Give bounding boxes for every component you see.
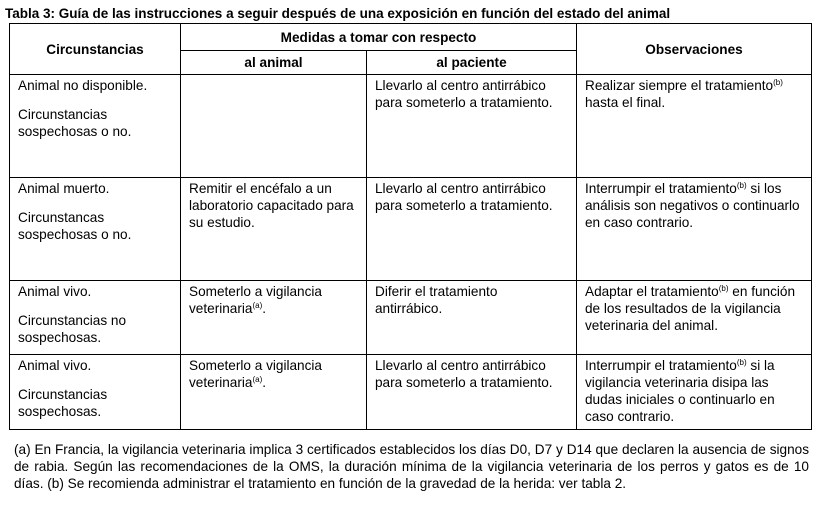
cell-observaciones: [577, 75, 812, 178]
obs-text-end: si los análisis son negativos o continuarlo en caso contrario.: [585, 181, 800, 230]
cell-al-paciente: Diferir el tratamiento antirrábico.: [367, 281, 577, 355]
obs-text-end: en función de los resultados de la vigilancia veterinaria del animal.: [585, 284, 796, 333]
cell-al-paciente: Llevarlo al centro antirrábico para someterlo a tratamiento.: [367, 178, 577, 281]
table-row: [10, 178, 812, 281]
cell-al-paciente: Llevarlo al centro antirrábico para someterlo a tratamiento.: [367, 75, 577, 178]
obs-text: Interrumpir el tratamiento: [585, 358, 737, 373]
header-medidas: Medidas a tomar con respecto: [181, 24, 577, 51]
obs-note: (b): [773, 78, 783, 87]
circ-suspicion: Circunstancias sospechosas o no.: [18, 107, 132, 139]
obs-note: (b): [736, 181, 747, 190]
obs-note: (b): [736, 358, 747, 367]
cell-observaciones: [577, 178, 812, 281]
obs-text: Adaptar el tratamiento: [585, 284, 719, 299]
animal-text-end: .: [262, 301, 267, 316]
cell-observaciones: [577, 281, 812, 355]
header-al-animal: al animal: [181, 51, 367, 75]
obs-text: Interrumpir el tratamiento: [585, 181, 737, 196]
header-al-paciente: al paciente: [367, 51, 577, 75]
circ-state: Animal vivo.: [18, 358, 92, 373]
table-row: [10, 355, 812, 430]
obs-text-end: hasta el final.: [585, 95, 666, 110]
animal-text: Someterlo a vigilancia veterinaria: [189, 358, 322, 390]
cell-al-paciente: Llevarlo al centro antirrábico para someterlo a tratamiento.: [367, 355, 577, 430]
cell-al-animal: [181, 178, 367, 281]
cell-al-animal: [181, 75, 367, 178]
circ-state: Animal vivo.: [18, 284, 92, 299]
obs-note: (b): [718, 284, 729, 293]
obs-text: Realizar siempre el tratamiento: [585, 78, 774, 93]
cell-circunstancias: [10, 178, 181, 281]
animal-note: (a): [252, 301, 263, 310]
circ-suspicion: Circunstancas sospechosas o no.: [18, 210, 132, 242]
animal-note: (a): [252, 375, 263, 384]
obs-text-end: si la vigilancia veterinaria disipa las dudas iniciales o continuarlo en caso contrario.: [585, 358, 775, 424]
cell-al-animal: [181, 281, 367, 355]
table-row: [10, 75, 812, 178]
table-caption: Tabla 3: Guía de las instrucciones a seguir después de una exposición en función del estado del animal: [5, 6, 671, 21]
table-footnote: (a) En Francia, la vigilancia veterinaria implica 3 certificados establecidos los días D0, D7 y D14 que declaren la ausencia de signos de rabia. Según las recomendaciones de la OMS, la duración mínima de la vigilancia veterinaria de los perros y gatos es de 10 días. (b) Se recomienda administrar el tratamiento en función de la gravedad de la herida: ver tabla 2.: [14, 442, 809, 491]
circ-suspicion: Circunstancias sospechosas.: [18, 387, 108, 419]
cell-observaciones: [577, 355, 812, 430]
circ-suspicion: Circunstancias no sospechosas.: [18, 313, 127, 345]
header-observaciones: Observaciones: [577, 24, 812, 75]
cell-circunstancias: [10, 355, 181, 430]
exposure-instructions-table: [9, 23, 812, 430]
header-row: [10, 24, 812, 51]
animal-text: Someterlo a vigilancia veterinaria: [189, 284, 322, 316]
animal-text-end: .: [262, 375, 267, 390]
animal-text: Remitir el encéfalo a un laboratorio capacitado para su estudio.: [189, 181, 354, 230]
header-circunstancias: Circunstancias: [10, 24, 181, 75]
table-row: [10, 281, 812, 355]
cell-circunstancias: [10, 75, 181, 178]
cell-circunstancias: [10, 281, 181, 355]
circ-state: Animal muerto.: [18, 181, 110, 196]
circ-state: Animal no disponible.: [18, 78, 148, 93]
cell-al-animal: [181, 355, 367, 430]
